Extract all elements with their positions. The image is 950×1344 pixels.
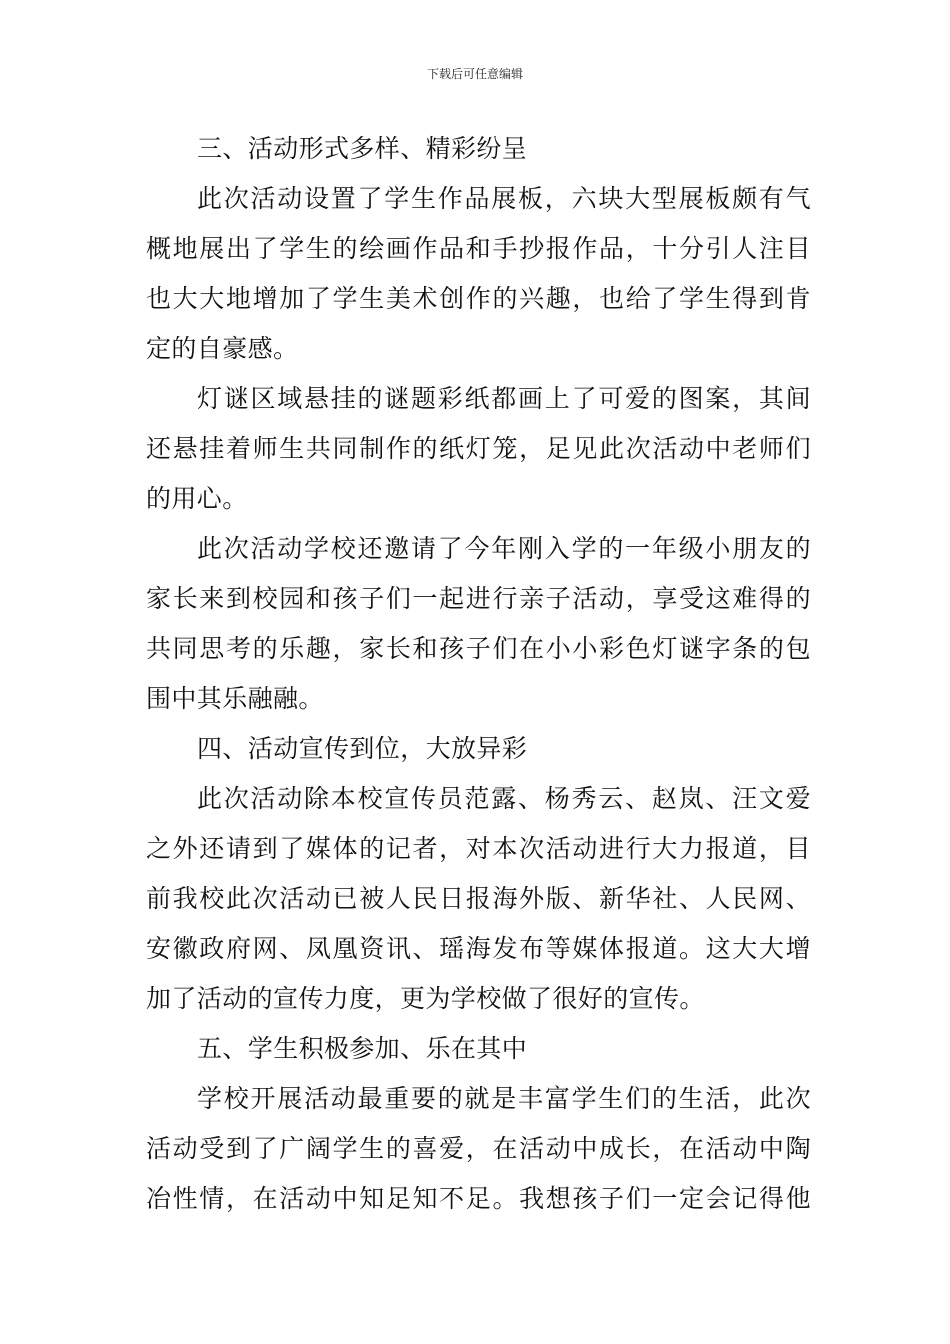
paragraph-line: 加了活动的宣传力度，更为学校做了很好的宣传。 (146, 984, 705, 1013)
section-heading-4: 四、活动宣传到位，大放异彩 (197, 734, 528, 763)
paragraph-line: 围中其乐融融。 (146, 684, 324, 713)
paragraph-line: 之外还请到了媒体的记者，对本次活动进行大力报道，目 (146, 834, 811, 863)
paragraph-line: 活动受到了广阔学生的喜爱，在活动中成长，在活动中陶 (146, 1134, 811, 1163)
paragraph-line: 灯谜区域悬挂的谜题彩纸都画上了可爱的图案，其间 (197, 384, 811, 413)
document-body (146, 124, 811, 1224)
paragraph-line: 概地展出了学生的绘画作品和手抄报作品，十分引人注目 (146, 234, 811, 263)
paragraph-line: 还悬挂着师生共同制作的纸灯笼，足见此次活动中老师们 (146, 434, 811, 463)
paragraph-line: 此次活动除本校宣传员范露、杨秀云、赵岚、汪文爱 (197, 784, 811, 813)
paragraph-line: 冶性情，在活动中知足知不足。我想孩子们一定会记得他 (146, 1184, 811, 1213)
paragraph-line: 定的自豪感。 (146, 334, 299, 363)
page-header: 下载后可任意编辑 (426, 67, 523, 81)
paragraph-line: 前我校此次活动已被人民日报海外版、新华社、人民网、 (146, 884, 811, 913)
paragraph-line: 也大大地增加了学生美术创作的兴趣，也给了学生得到肯 (146, 284, 811, 313)
paragraph-line: 此次活动学校还邀请了今年刚入学的一年级小朋友的 (197, 534, 811, 563)
section-heading-5: 五、学生积极参加、乐在其中 (197, 1034, 528, 1063)
paragraph-line: 此次活动设置了学生作品展板，六块大型展板颇有气 (197, 184, 811, 213)
paragraph-line: 的用心。 (146, 484, 248, 513)
paragraph-line: 家长来到校园和孩子们一起进行亲子活动，享受这难得的 (146, 584, 811, 613)
paragraph-line: 安徽政府网、凤凰资讯、瑶海发布等媒体报道。这大大增 (146, 934, 811, 963)
section-heading-3: 三、活动形式多样、精彩纷呈 (197, 134, 528, 163)
paragraph-line: 学校开展活动最重要的就是丰富学生们的生活，此次 (197, 1084, 811, 1113)
paragraph-line: 共同思考的乐趣，家长和孩子们在小小彩色灯谜字条的包 (146, 634, 811, 663)
